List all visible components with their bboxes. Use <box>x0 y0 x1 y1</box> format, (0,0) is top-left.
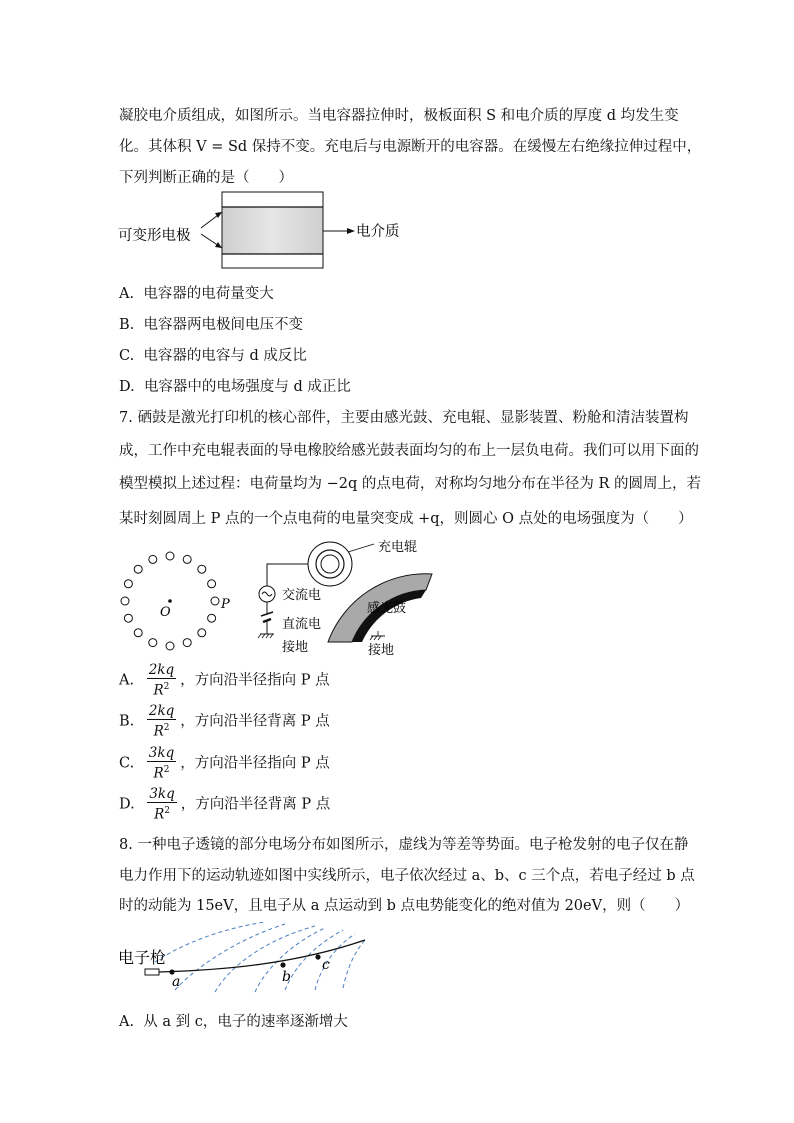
label-roller: 充电辊 <box>378 540 418 555</box>
option-letter: D. <box>119 796 135 813</box>
q8-line-1: 8. 一种电子透镜的部分电场分布如图所示，虚线为等差等势面。电子枪发射的电子仅在静 <box>119 837 689 853</box>
option-text: 电容器两电极间电压不变 <box>143 317 303 333</box>
label-ground-1: 接地 <box>282 640 309 655</box>
option-letter: C. <box>119 348 135 364</box>
label-plate: 可变形电极 <box>118 228 191 244</box>
point-b <box>280 962 285 967</box>
option-text: ，方向沿半径背离 P 点 <box>180 713 330 730</box>
label-a: a <box>172 974 181 990</box>
q7-line-2: 成，工作中充电辊表面的导电橡胶给感光鼓表面均匀的布上一层负电荷。我们可以用下面的 <box>119 443 699 459</box>
intro-line-2: 化。其体积 V = Sd 保持不变。充电后与电源断开的电容器。在缓慢左右绝缘拉伸过程中， <box>119 139 702 155</box>
option-text: 从 a 到 c，电子的速率逐渐增大 <box>143 1014 348 1030</box>
drum-figure <box>112 538 442 660</box>
q6-option-d[interactable] <box>119 375 351 396</box>
point-c <box>315 954 320 959</box>
option-letter: A. <box>119 286 135 302</box>
option-letter: B. <box>119 713 135 730</box>
label-drum: 感光鼓 <box>367 601 407 616</box>
option-text: ，方向沿半径背离 P 点 <box>180 796 331 813</box>
q6-option-a[interactable] <box>119 282 274 303</box>
dielectric-block <box>222 207 323 254</box>
fraction: $\frac{3kq}{R^2}$ <box>149 786 175 823</box>
point-charge <box>134 565 142 573</box>
point-charge <box>208 580 216 588</box>
label-c: c <box>322 957 330 973</box>
point-charge <box>124 580 132 588</box>
option-text: ，方向沿半径指向 P 点 <box>180 755 330 772</box>
capacitor-figure <box>115 188 415 272</box>
point-charge <box>198 629 206 637</box>
option-text: 电容器的电容与 d 成反比 <box>143 348 307 364</box>
point-charge <box>149 639 157 647</box>
q7-line-1: 7. 硒鼓是激光打印机的核心部件，主要由感光鼓、充电辊、显影装置、粉舱和清洁装置构 <box>119 410 689 426</box>
label-dc: 直流电 <box>282 617 322 632</box>
fraction: $\frac{2kq}{R^2}$ <box>148 662 175 699</box>
electron-gun-icon <box>145 969 159 975</box>
point-charge <box>211 597 219 605</box>
option-letter: D. <box>119 379 135 395</box>
point-charge <box>208 614 216 622</box>
point-charge <box>166 642 174 650</box>
label-p: P <box>221 597 230 612</box>
point-charge <box>183 639 191 647</box>
point-charge <box>124 614 132 622</box>
equipotential-lines <box>155 922 365 992</box>
label-gun: 电子枪 <box>118 948 167 967</box>
roller-core <box>321 555 339 573</box>
point-charge <box>198 565 206 573</box>
point-charge <box>121 597 129 605</box>
q7-option-d[interactable] <box>119 786 330 823</box>
option-letter: B. <box>119 317 135 333</box>
label-ground-2: 接地 <box>368 643 395 658</box>
label-o: O <box>160 605 171 620</box>
q8-option-a[interactable] <box>119 1010 348 1031</box>
q7-line-3: 模型模拟上述过程：电荷量均为 −2q 的点电荷，对称均匀地分布在半径为 R 的圆周上，若 <box>119 476 702 492</box>
option-letter: C. <box>119 755 135 772</box>
option-text: 电容器的电荷量变大 <box>143 286 274 302</box>
label-dielectric: 电介质 <box>356 224 400 240</box>
point-charge <box>166 552 174 560</box>
point-charge <box>183 555 191 563</box>
option-letter: A. <box>119 672 135 689</box>
label-ac: 交流电 <box>282 588 322 603</box>
intro-line-3: 下列判断正确的是（ ） <box>119 170 293 186</box>
option-letter: A. <box>119 1014 135 1030</box>
q7-option-b[interactable] <box>119 703 330 740</box>
option-text: ，方向沿半径指向 P 点 <box>180 672 330 689</box>
center-dot <box>168 599 172 603</box>
label-b: b <box>282 969 291 985</box>
option-text: 电容器中的电场强度与 d 成正比 <box>143 379 351 395</box>
q7-line-4: 某时刻圆周上 P 点的一个点电荷的电量突变成 +q，则圆心 O 点处的电场强度为（ ） <box>119 511 693 527</box>
trajectory <box>159 940 365 972</box>
fraction: $\frac{2kq}{R^2}$ <box>148 703 175 740</box>
q7-option-a[interactable] <box>119 662 330 699</box>
q8-line-3: 时的动能为 15eV，且电子从 a 点运动到 b 点电势能变化的绝对值为 20eV，则（ ） <box>119 898 690 914</box>
q7-option-c[interactable] <box>119 745 330 782</box>
q6-option-c[interactable] <box>119 344 307 365</box>
point-charge <box>149 555 157 563</box>
electron-lens-figure <box>115 918 375 998</box>
point-charge <box>134 629 142 637</box>
q6-option-b[interactable] <box>119 313 303 334</box>
fraction: $\frac{3kq}{R^2}$ <box>148 745 175 782</box>
q8-line-2: 电力作用下的运动轨迹如图中实线所示，电子依次经过 a、b、c 三个点，若电子经过 b 点 <box>119 868 695 884</box>
intro-line-1: 凝胶电介质组成，如图所示。当电容器拉伸时，极板面积 S 和电介质的厚度 d 均发生变 <box>119 108 679 124</box>
